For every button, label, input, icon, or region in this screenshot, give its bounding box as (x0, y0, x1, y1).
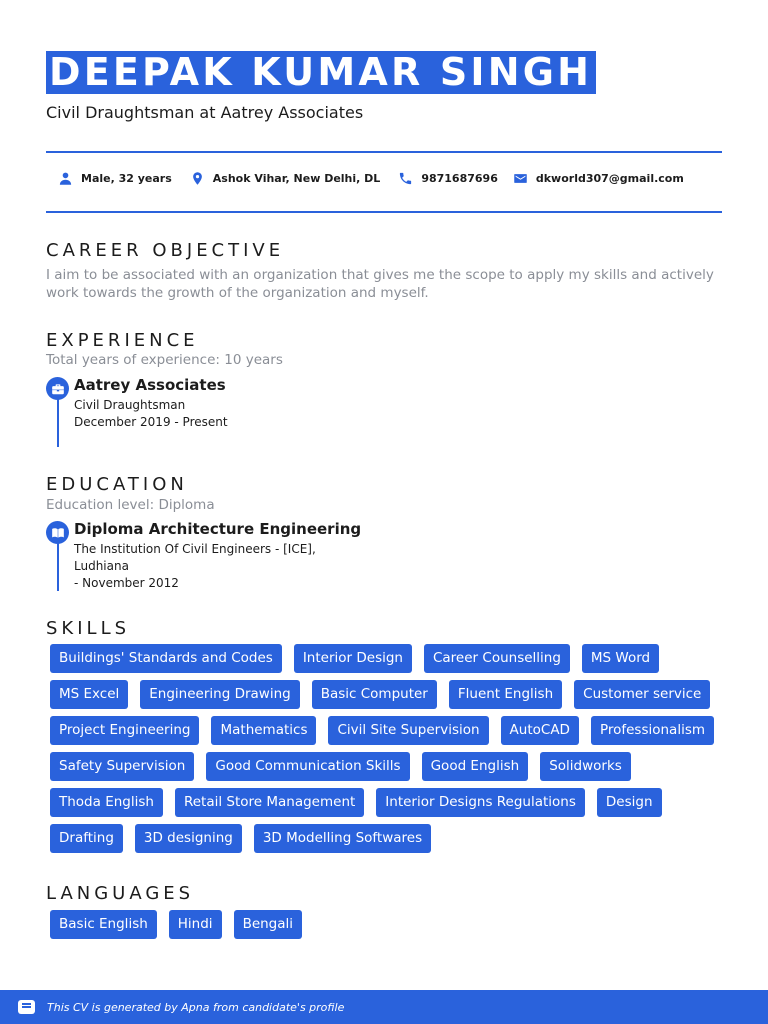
career-objective-heading: CAREER OBJECTIVE (46, 240, 285, 261)
contact-phone[interactable] (398, 171, 498, 186)
skill-chip: Customer service (574, 680, 710, 709)
skill-chip: Interior Design (294, 644, 412, 673)
divider-bottom (46, 211, 722, 213)
language-chip: Basic English (50, 910, 157, 939)
footer-note: This CV is generated by Apna from candidate's profile (47, 1000, 345, 1014)
skill-chip: Retail Store Management (175, 788, 364, 817)
contact-profile (58, 171, 172, 186)
skills-list (50, 644, 740, 853)
contact-location-text: Ashok Vihar, New Delhi, DL (212, 171, 381, 185)
experience-company: Aatrey Associates (74, 376, 226, 394)
briefcase-icon (51, 382, 65, 396)
education-summary: Education level: Diploma (46, 497, 215, 513)
education-timeline-line (57, 543, 59, 591)
divider-top (46, 151, 722, 153)
education-marker (46, 521, 69, 544)
apna-logo-icon (18, 1000, 35, 1014)
skill-chip: MS Word (582, 644, 659, 673)
skills-heading: SKILLS (46, 618, 131, 639)
experience-period: December 2019 - Present (74, 415, 228, 429)
person-icon (58, 171, 73, 186)
contact-email-text: dkworld307@gmail.com (535, 171, 684, 185)
education-heading: EDUCATION (46, 474, 188, 495)
experience-entry (46, 377, 546, 449)
contact-profile-text: Male, 32 years (81, 171, 172, 185)
skill-chip: Professionalism (591, 716, 714, 745)
skill-chip: Solidworks (540, 752, 631, 781)
skill-chip: Civil Site Supervision (328, 716, 488, 745)
experience-marker (46, 377, 69, 400)
skill-chip: MS Excel (50, 680, 128, 709)
experience-role: Civil Draughtsman (74, 398, 186, 412)
languages-heading: LANGUAGES (46, 883, 195, 904)
language-chip: Hindi (169, 910, 222, 939)
skill-chip: Mathematics (211, 716, 316, 745)
skill-chip: 3D designing (135, 824, 242, 853)
contact-email[interactable] (513, 171, 684, 186)
experience-timeline-line (57, 399, 59, 447)
skill-chip: Design (597, 788, 662, 817)
education-details (74, 521, 374, 592)
education-entry (46, 521, 546, 593)
contact-bar (58, 168, 684, 188)
skill-chip: Career Counselling (424, 644, 570, 673)
career-objective-text: I aim to be associated with an organization that gives me the scope to apply my skills and actively work towards the growth of the organization and myself. (46, 267, 714, 301)
candidate-headline: Civil Draughtsman at Aatrey Associates (46, 103, 364, 122)
contact-phone-text: 9871687696 (421, 171, 498, 185)
location-pin-icon (190, 171, 205, 186)
skill-chip: Fluent English (449, 680, 562, 709)
skill-chip: Good English (422, 752, 529, 781)
skill-chip: Buildings' Standards and Codes (50, 644, 282, 673)
skill-chip: Drafting (50, 824, 123, 853)
contact-location (190, 171, 381, 186)
experience-heading: EXPERIENCE (46, 330, 199, 351)
name-block (46, 51, 596, 94)
skill-chip: Project Engineering (50, 716, 199, 745)
language-chip: Bengali (234, 910, 302, 939)
skill-chip: 3D Modelling Softwares (254, 824, 431, 853)
mail-icon (513, 171, 528, 186)
candidate-name: DEEPAK KUMAR SINGH (46, 51, 596, 94)
book-icon (51, 526, 65, 540)
phone-icon (398, 171, 413, 186)
education-period: - November 2012 (74, 576, 179, 590)
education-institution: The Institution Of Civil Engineers - [ICE], Ludhiana (74, 542, 316, 573)
skill-chip: Thoda English (50, 788, 163, 817)
skill-chip: Interior Designs Regulations (376, 788, 585, 817)
experience-summary: Total years of experience: 10 years (46, 352, 283, 368)
experience-details (74, 377, 228, 431)
skill-chip: Safety Supervision (50, 752, 194, 781)
education-degree: Diploma Architecture Engineering (74, 520, 362, 538)
skill-chip: Basic Computer (312, 680, 437, 709)
skill-chip: AutoCAD (501, 716, 579, 745)
languages-list (50, 910, 740, 939)
footer-bar (0, 990, 768, 1024)
skill-chip: Engineering Drawing (140, 680, 299, 709)
skill-chip: Good Communication Skills (206, 752, 409, 781)
